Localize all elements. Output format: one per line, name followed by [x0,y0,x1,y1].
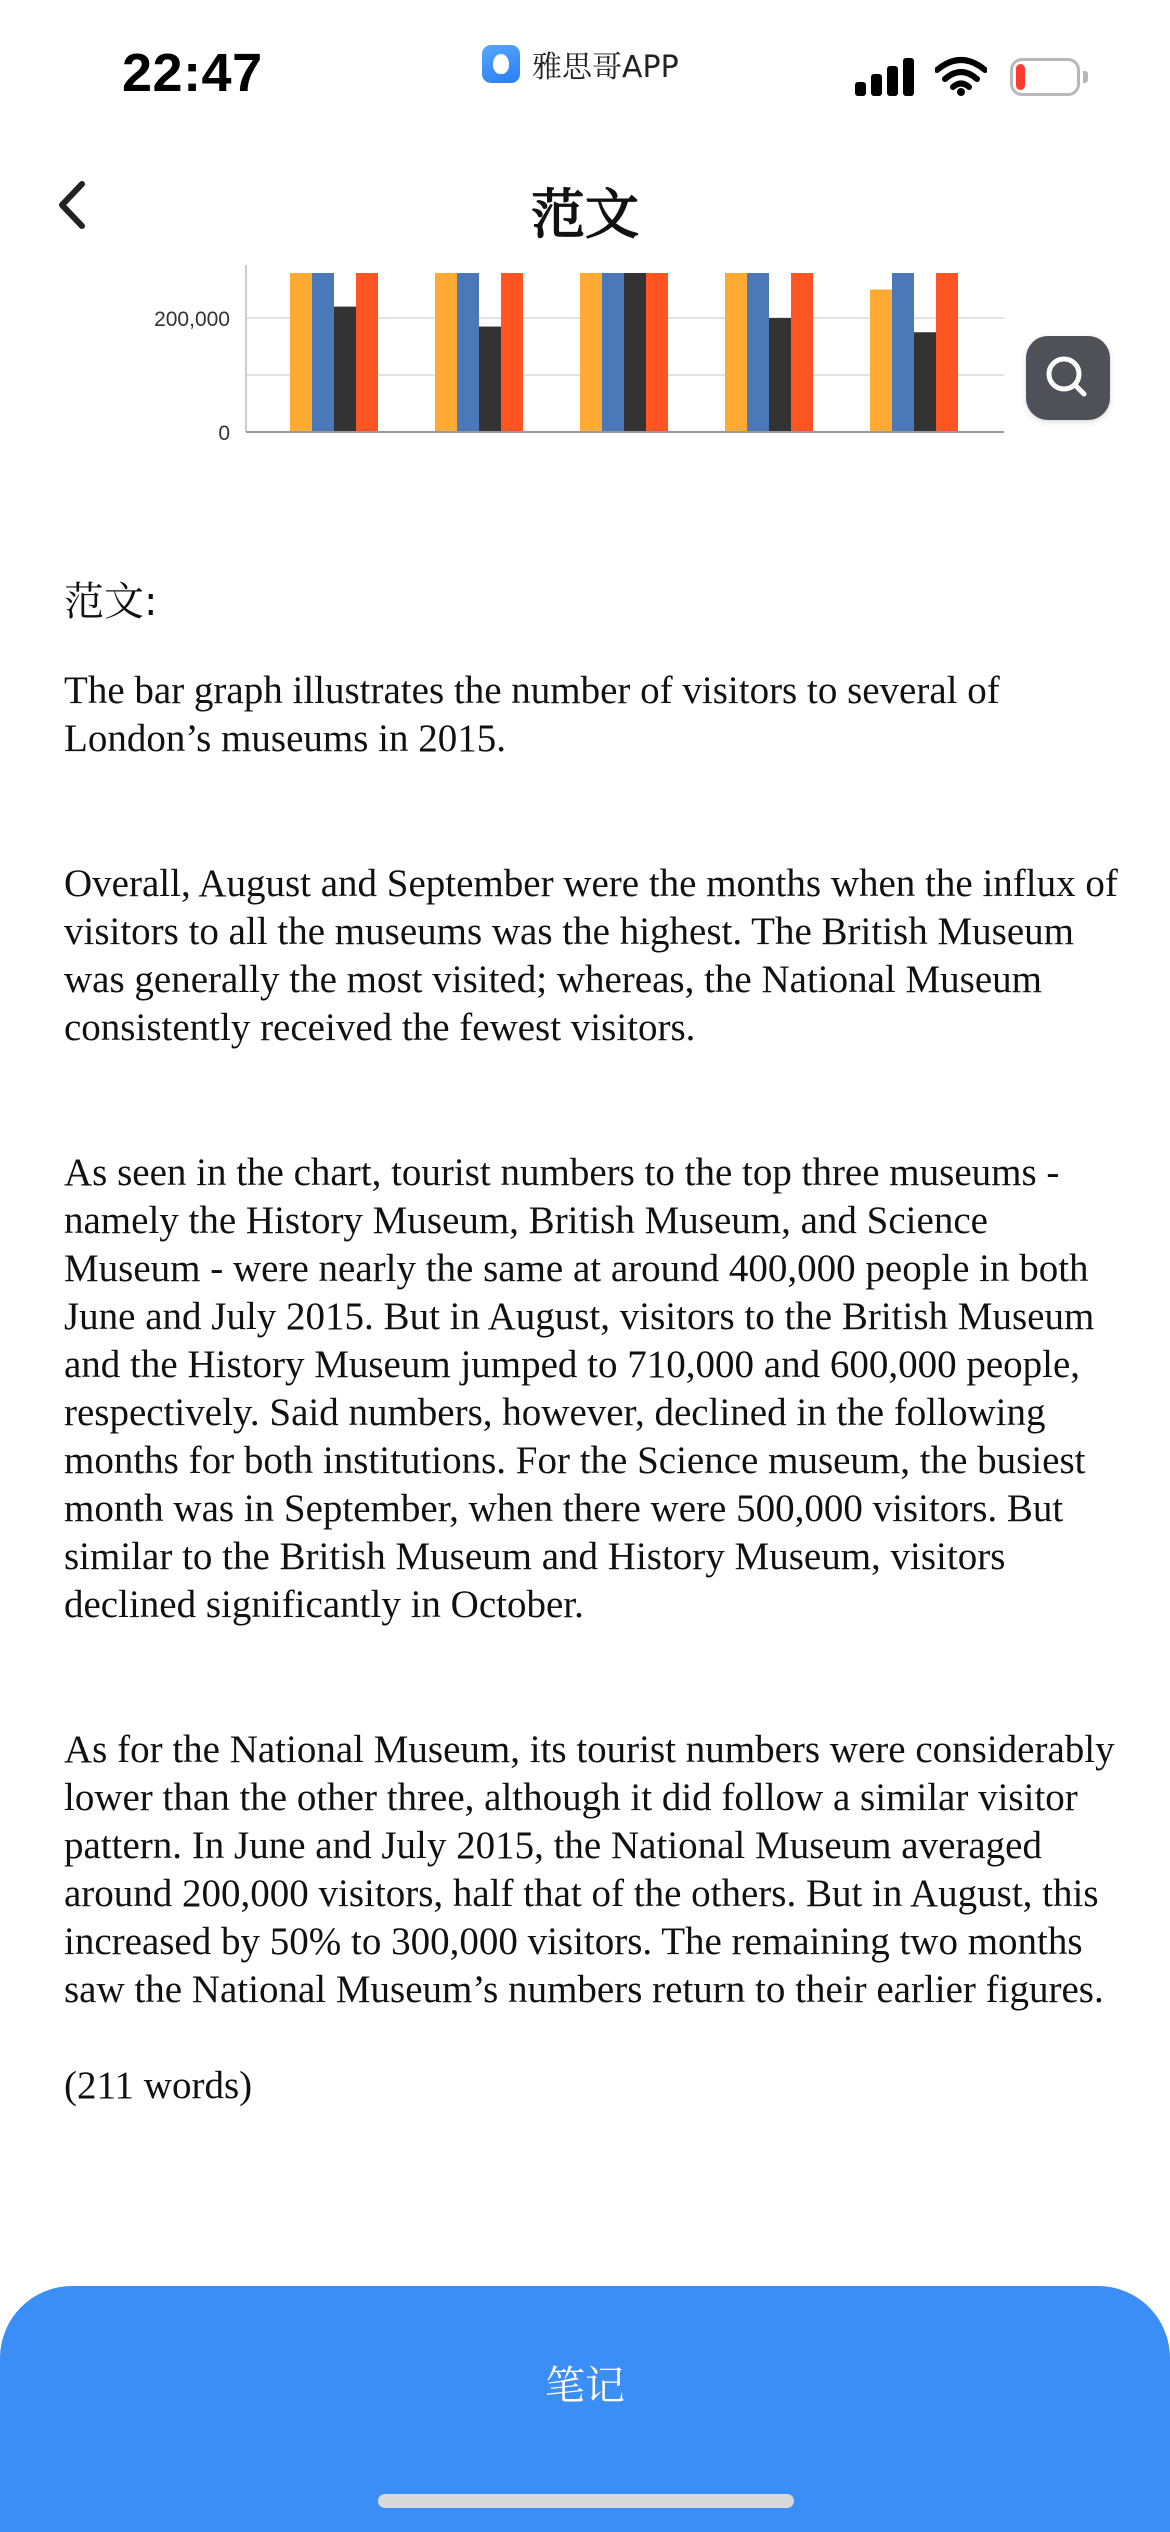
chart-bar [725,273,747,432]
chart-bar [769,318,791,432]
app-name: 雅思哥APP [532,50,679,85]
chart-bar [435,273,457,432]
essay-heading: 范文: [64,579,158,625]
chart-bar [936,273,958,432]
nav-bar [0,150,1170,260]
essay-paragraph: As for the National Museum, its tourist numbers were considerably lower than the other three, although it did follow a similar visitor pattern. In June and July 2015, the National Museum averaged around 200,000 visitors, half that of the others. But in August, this increased by 50% to 300,000 visitors. The remaining two months saw the National Museum’s numbers return to their earlier figures. [64,1728,1115,2011]
chart-bar [791,273,813,432]
chart-bar [646,273,668,432]
battery-level [1016,64,1025,90]
chart-bar [892,273,914,432]
status-time: 22:47 [122,43,263,103]
chart-bar [457,273,479,432]
app-icon [482,45,520,83]
chart-bar [914,332,936,432]
chart-y-tick-label: 200,000 [154,308,230,331]
chart-bar [602,273,624,432]
bar-chart-svg [100,265,1030,445]
chart-bar [312,273,334,432]
chart-bar [479,327,501,432]
sample-essay [64,570,1124,2110]
chart-y-tick-label: 0 [218,422,230,445]
page-title: 范文 [531,183,639,246]
wifi-icon [935,56,987,96]
battery-icon [1010,58,1088,96]
chart-bar [580,273,602,432]
chart-bar [356,273,378,432]
search-button[interactable] [1026,336,1110,420]
bar-chart [100,265,1030,445]
chart-bar [747,273,769,432]
status-bar [0,0,1170,140]
essay-paragraph: As seen in the chart, tourist numbers to the top three museums - namely the History Museum, British Museum, and Science Museum - were nearly the same at around 400,000 people in both June and July 2015. But in August, visitors to the British Museum and the History Museum jumped to 710,000 and 600,000 people, respectively. Said numbers, however, declined in the following months for both institutions. For the Science museum, the busiest month was in September, when there were 500,000 visitors. But similar to the British Museum and History Museum, visitors declined significantly in October. [64,1151,1095,1626]
return-to-app-indicator[interactable] [482,44,679,84]
chart-bar [334,307,356,432]
essay-paragraph: The bar graph illustrates the number of visitors to several of London’s museums in 2015. [64,669,1000,760]
search-icon [1026,336,1110,420]
chart-bar [501,273,523,432]
home-indicator [378,2494,794,2508]
chart-bar [290,273,312,432]
essay-paragraph: Overall, August and September were the months when the influx of visitors to all the museums was the highest. The British Museum was generally the most visited; whereas, the National Museum consistently received the fewest visitors. [64,862,1118,1049]
chart-bar [624,273,646,432]
cellular-signal-icon [855,58,915,96]
word-count: (211 words) [64,2064,253,2107]
chart-bar [870,290,892,433]
notes-label: 笔记 [545,2363,625,2409]
